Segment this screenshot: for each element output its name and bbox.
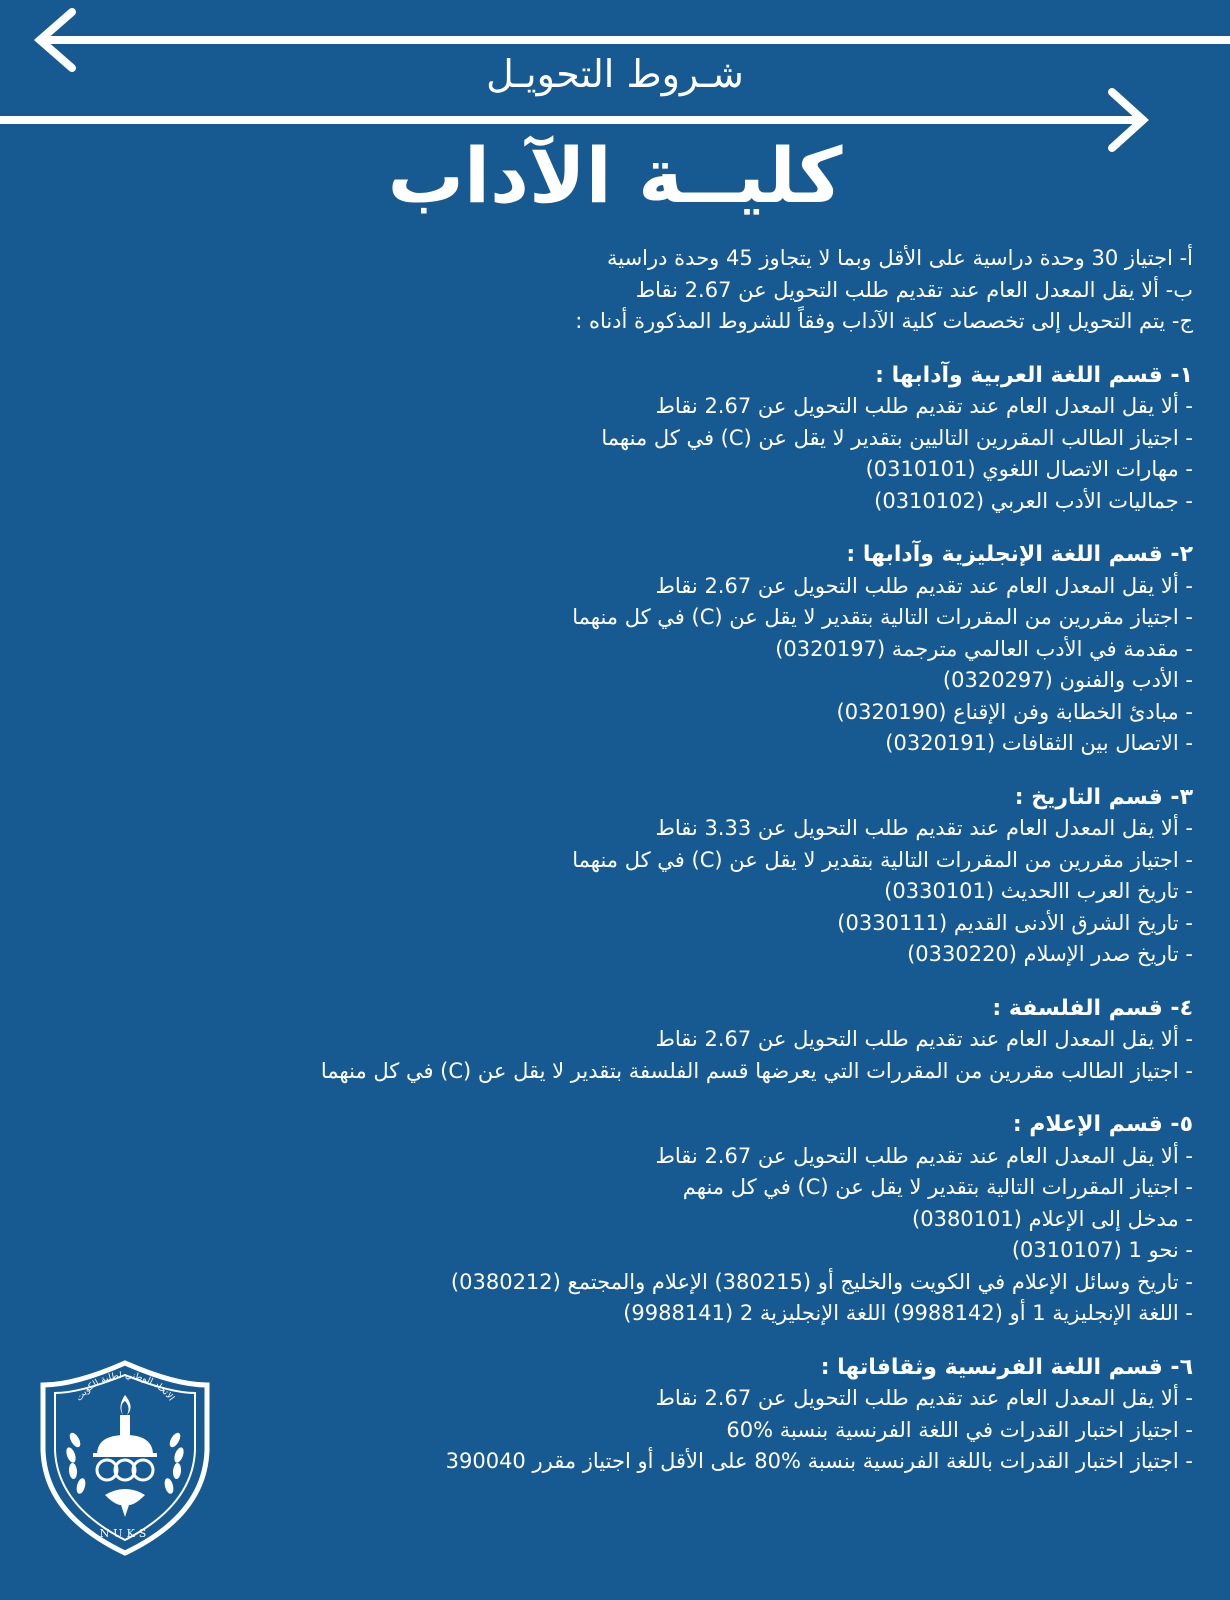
list-item: - ألا يقل المعدل العام عند تقديم طلب التحويل عن 2.67 نقاط	[655, 1027, 1193, 1051]
section-philosophy	[213, 993, 1193, 1088]
header-subtitle: شـروط التحويـل	[486, 52, 744, 96]
intro-item: ج- يتم التحويل إلى تخصصات كلية الآداب وفقاً للشروط المذكورة أدناه :	[575, 309, 1193, 333]
list-item: - الأدب والفنون (0320297)	[942, 668, 1193, 692]
transfer-conditions	[213, 243, 1193, 1478]
svg-text:الاتحاد الوطني لطلبة الكويت: الاتحاد الوطني لطلبة الكويت	[74, 1370, 176, 1404]
nuks-emblem-icon	[35, 1355, 215, 1560]
section-media	[213, 1109, 1193, 1330]
list-item: - اللغة الإنجليزية 1 أو (9988142) اللغة الإنجليزية 2 (9988141)	[623, 1301, 1193, 1325]
list-item: - تاريخ العرب االحديث (0330101)	[884, 879, 1193, 903]
list-item: - ألا يقل المعدل العام عند تقديم طلب التحويل عن 2.67 نقاط	[655, 1143, 1193, 1168]
list-item: - اجتياز مقررين من المقررات التالية بتقدير لا يقل عن (C) في كل منهما	[572, 605, 1193, 629]
list-item: - ألا يقل المعدل العام عند تقديم طلب التحويل عن 3.33 نقاط	[655, 816, 1193, 840]
section-title: ١- قسم اللغة العربية وآدابها :	[875, 362, 1193, 388]
list-item: - تاريخ الشرق الأدنى القديم (0330111)	[837, 910, 1193, 935]
list-item: - جماليات الأدب العربي (0310102)	[874, 488, 1193, 513]
list-item: - اجتياز مقررين من المقررات التالية بتقدير لا يقل عن (C) في كل منهما	[572, 847, 1193, 872]
list-item: - اجتياز اختبار القدرات في اللغة الفرنسية بنسبة %60	[726, 1417, 1193, 1442]
section-title: ٥- قسم الإعلام :	[1012, 1112, 1193, 1137]
list-item: - ألا يقل المعدل العام عند تقديم طلب التحويل عن 2.67 نقاط	[655, 1386, 1193, 1410]
list-item: - اجتياز المقررات التالية بتقدير لا يقل عن (C) في كل منهم	[682, 1175, 1193, 1199]
intro-item: ب- ألا يقل المعدل العام عند تقديم طلب التحويل عن 2.67 نقاط	[635, 277, 1193, 302]
section-french	[213, 1352, 1193, 1478]
list-item: - نحو 1 (0310107)	[1011, 1238, 1193, 1262]
list-item: - اجتياز الطالب مقررين من المقررات التي يعرضها قسم الفلسفة بتقدير لا يقل عن (C) في كل منهما	[320, 1058, 1193, 1083]
section-english	[213, 539, 1193, 760]
section-title: ٤- قسم الفلسفة :	[992, 995, 1193, 1021]
list-item: - مقدمة في الأدب العالمي مترجمة (0320197)	[775, 636, 1193, 661]
list-item: - ألا يقل المعدل العام عند تقديم طلب التحويل عن 2.67 نقاط	[655, 394, 1193, 418]
section-history	[213, 782, 1193, 971]
section-title: ٦- قسم اللغة الفرنسية وثقافاتها :	[820, 1354, 1193, 1380]
section-arabic	[213, 360, 1193, 518]
list-item: - اجتياز اختبار القدرات باللغة الفرنسية بنسبة %80 على الأقل أو اجتياز مقرر 390040	[445, 1449, 1193, 1473]
list-item: - ألا يقل المعدل العام عند تقديم طلب التحويل عن 2.67 نقاط	[655, 573, 1193, 598]
list-item: - اجتياز الطالب المقررين التاليين بتقدير لا يقل عن (C) في كل منهما	[601, 425, 1193, 450]
intro-list	[213, 243, 1193, 338]
list-item: - تاريخ وسائل الإعلام في الكويت والخليج أو (380215) الإعلام والمجتمع (0380212)	[450, 1269, 1193, 1294]
page-title: كليــة الآداب	[387, 131, 843, 220]
list-item: - مدخل إلى الإعلام (0380101)	[912, 1206, 1193, 1231]
intro-item: أ- اجتياز 30 وحدة دراسية على الأقل وبما لا يتجاوز 45 وحدة دراسية	[606, 246, 1193, 270]
section-title: ٣- قسم التاريخ :	[1014, 784, 1193, 810]
list-item: - تاريخ صدر الإسلام (0330220)	[907, 942, 1193, 966]
list-item: - مبادئ الخطابة وفن الإقناع (0320190)	[836, 699, 1193, 724]
section-title: ٢- قسم اللغة الإنجليزية وآدابها :	[846, 542, 1193, 567]
svg-text:NUKS: NUKS	[99, 1527, 151, 1540]
list-item: - مهارات الاتصال اللغوي (0310101)	[865, 457, 1193, 481]
list-item: - الاتصال بين الثقافات (0320191)	[885, 731, 1193, 755]
